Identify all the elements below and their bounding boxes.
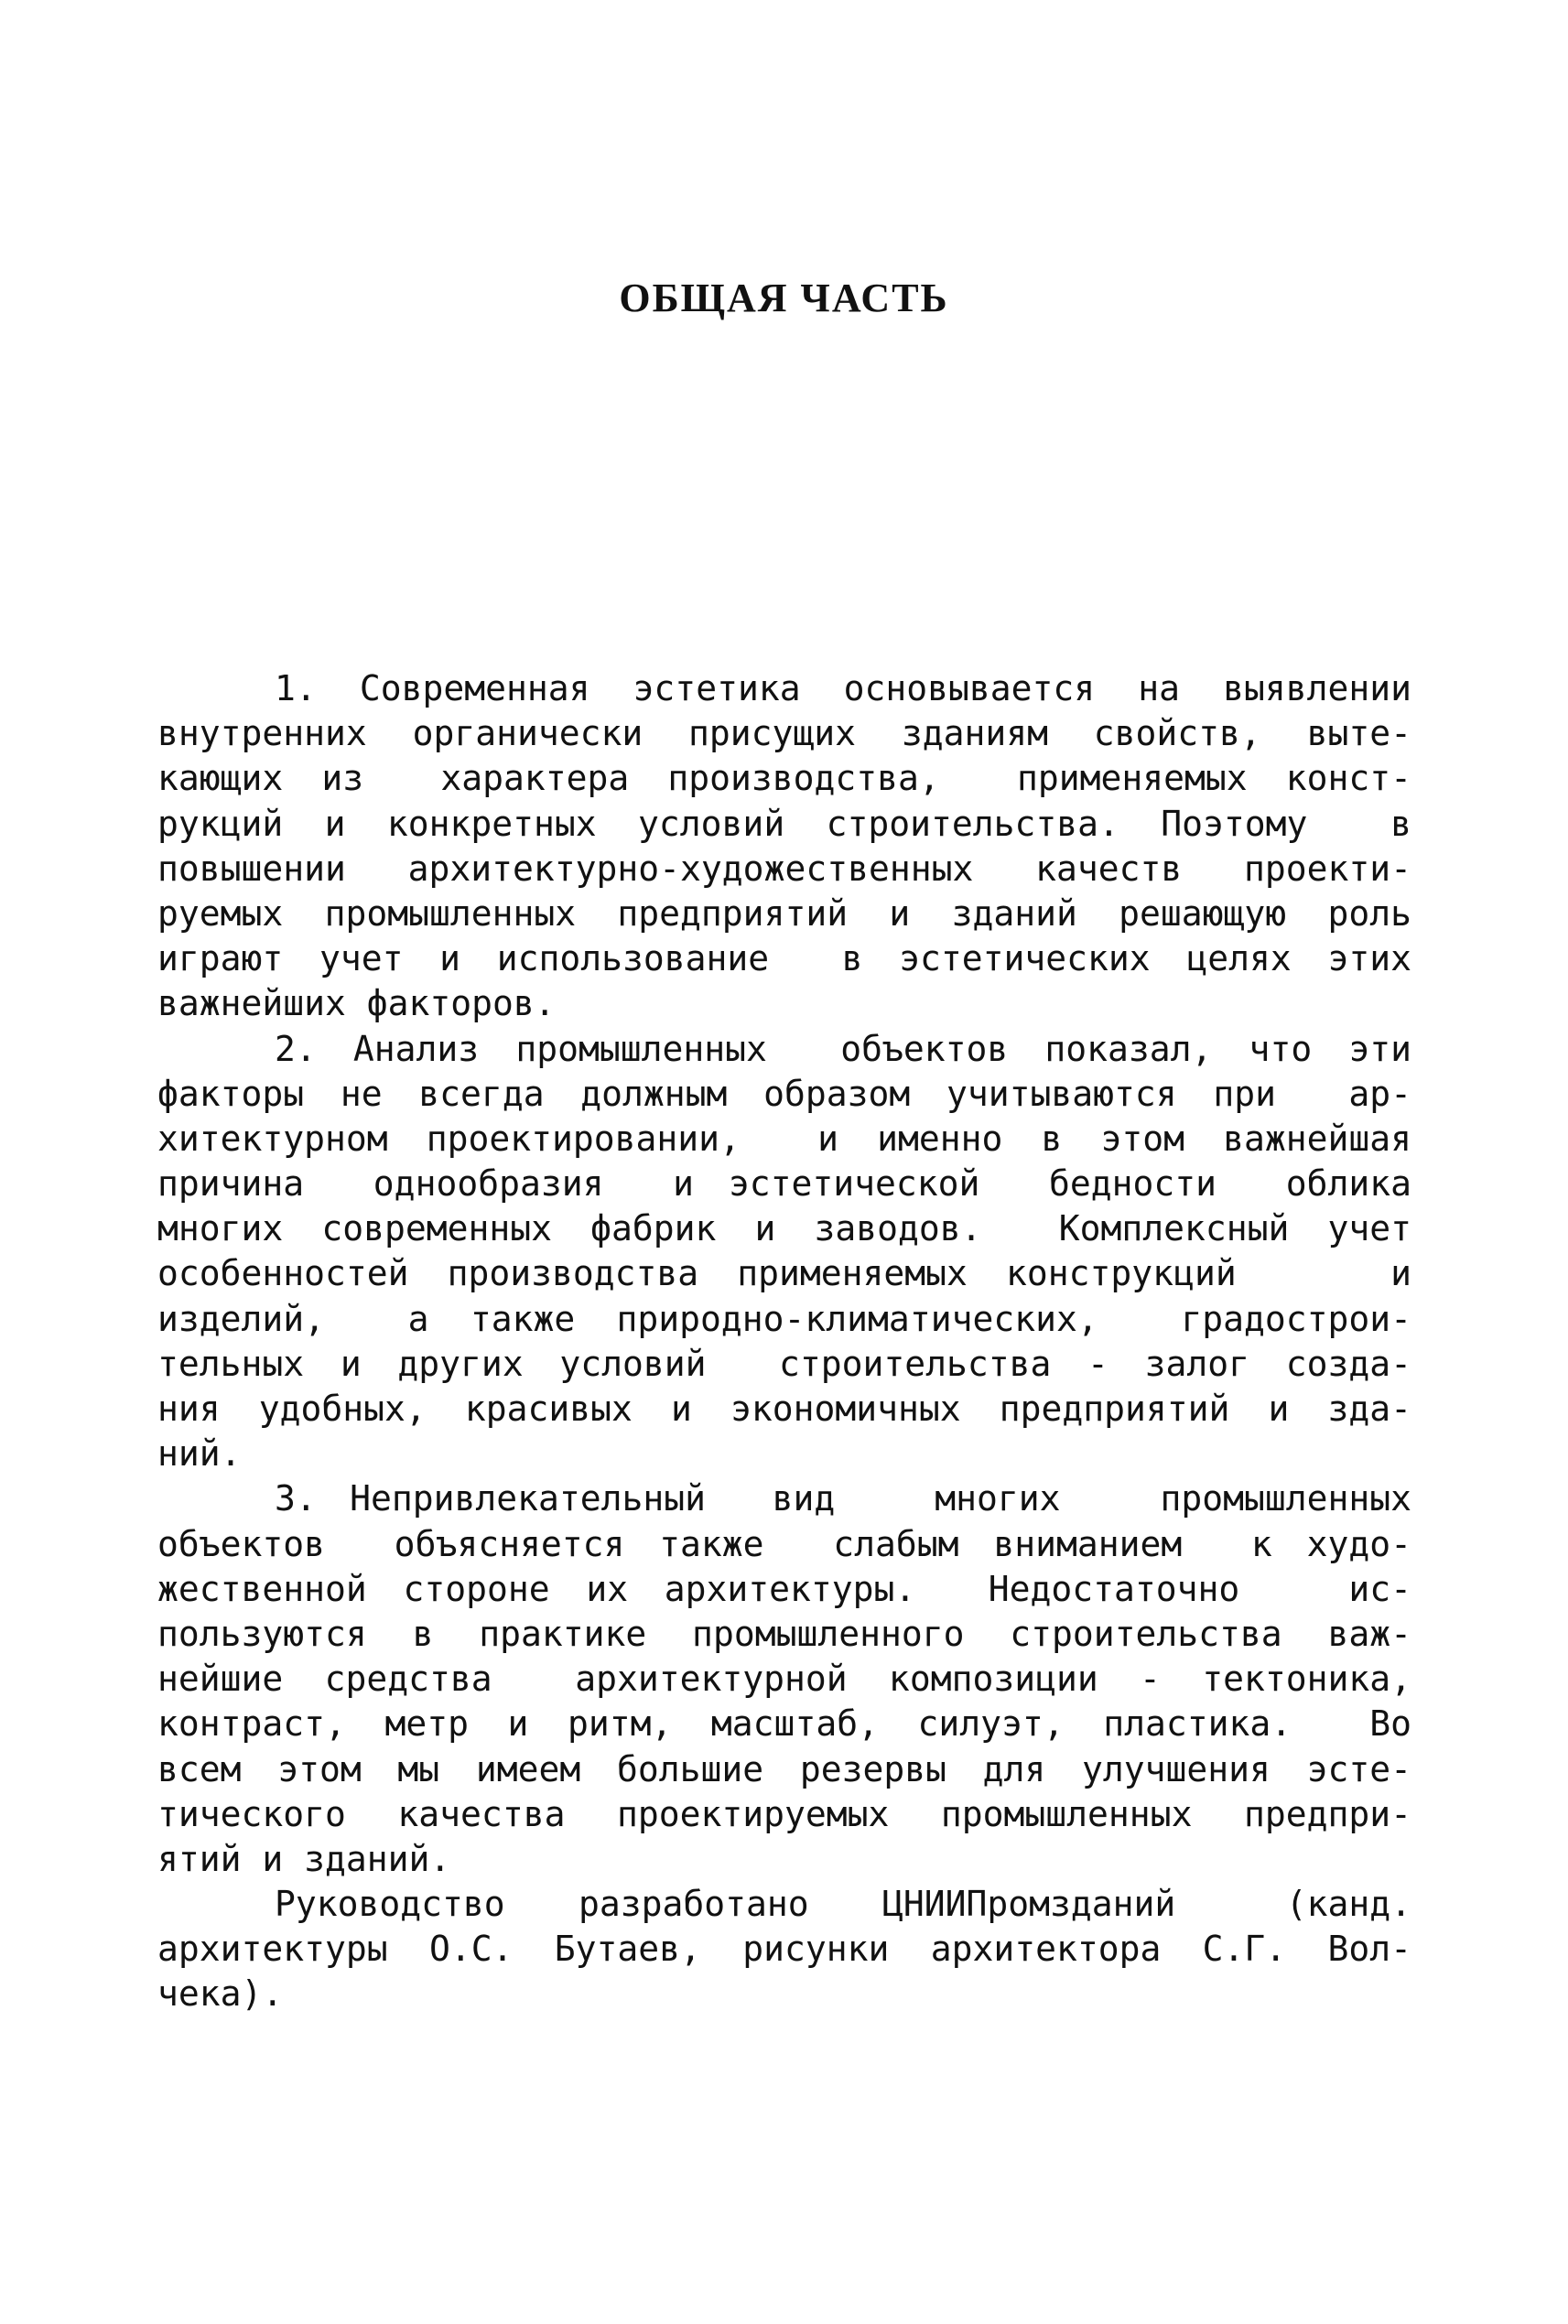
paragraph-line: изделий, а также природно-климатических, градострои- — [157, 1298, 1411, 1339]
paragraph-2 — [157, 1027, 1411, 1477]
paragraph-line: повышении архитектурно-художественных качеств проекти- — [157, 848, 1411, 889]
paragraph-line: Руководство разработано ЦНИИПромзданий (канд. — [275, 1884, 1411, 1925]
paragraph-line: хитектурном проектировании, и именно в этом важнейшая — [157, 1118, 1411, 1159]
paragraph-line: факторы не всегда должным образом учитываются при ар- — [157, 1073, 1411, 1114]
paragraph-line: всем этом мы имеем большие резервы для улучшения эсте- — [157, 1748, 1411, 1789]
paragraph-line: играют учет и использование в эстетических целях этих — [157, 938, 1411, 979]
paragraph-line: 2. Анализ промышленных объектов показал, что эти — [275, 1028, 1411, 1069]
paragraph-line: ния удобных, красивых и экономичных предприятий и зда- — [157, 1389, 1411, 1429]
paragraph-1 — [157, 666, 1411, 1027]
paragraph-line: рукций и конкретных условий строительства. Поэтому в — [157, 803, 1411, 844]
paragraph-line: нейшие средства архитектурной композиции - тектоника, — [157, 1659, 1411, 1700]
paragraph-line: чека). — [157, 1973, 284, 2015]
page-heading: ОБЩАЯ ЧАСТЬ — [619, 276, 949, 320]
paragraph-line: тельных и других условий строительства - залог созда- — [157, 1343, 1411, 1384]
paragraph-line: ятий и зданий. — [157, 1838, 451, 1879]
paragraph-line: архитектуры О.С. Бутаев, рисунки архитектора С.Г. Вол- — [157, 1929, 1411, 1970]
paragraph-line: объектов объясняется также слабым вниманием к худо- — [157, 1523, 1411, 1564]
paragraph-line: контраст, метр и ритм, масштаб, силуэт, пластика. Во — [157, 1703, 1411, 1745]
paragraph-4 — [157, 1882, 1411, 2017]
paragraph-line: причина однообразия и эстетической бедности облика — [157, 1163, 1411, 1205]
paragraph-line: особенностей производства применяемых конструкций и — [157, 1253, 1411, 1294]
paragraph-line: ний. — [157, 1433, 242, 1475]
paragraph-line: 1. Современная эстетика основывается на выявлении — [275, 668, 1411, 708]
body-text — [157, 666, 1411, 2017]
paragraph-line: жественной стороне их архитектуры. Недостаточно ис- — [157, 1568, 1411, 1609]
paragraph-line: 3. Непривлекательный вид многих промышленных — [275, 1478, 1411, 1519]
paragraph-line: многих современных фабрик и заводов. Комплексный учет — [157, 1208, 1411, 1249]
paragraph-line: руемых промышленных предприятий и зданий решающую роль — [157, 892, 1411, 934]
paragraph-line: внутренних органически присущих зданиям свойств, выте- — [157, 713, 1411, 754]
paragraph-line: тического качества проектируемых промышленных предпри- — [157, 1793, 1411, 1834]
paragraph-line: важнейших факторов. — [157, 983, 556, 1024]
paragraph-line: пользуются в практике промышленного строительства важ- — [157, 1613, 1411, 1654]
paragraph-3 — [157, 1476, 1411, 1882]
paragraph-line: кающих из характера производства, применяемых конст- — [157, 758, 1411, 799]
